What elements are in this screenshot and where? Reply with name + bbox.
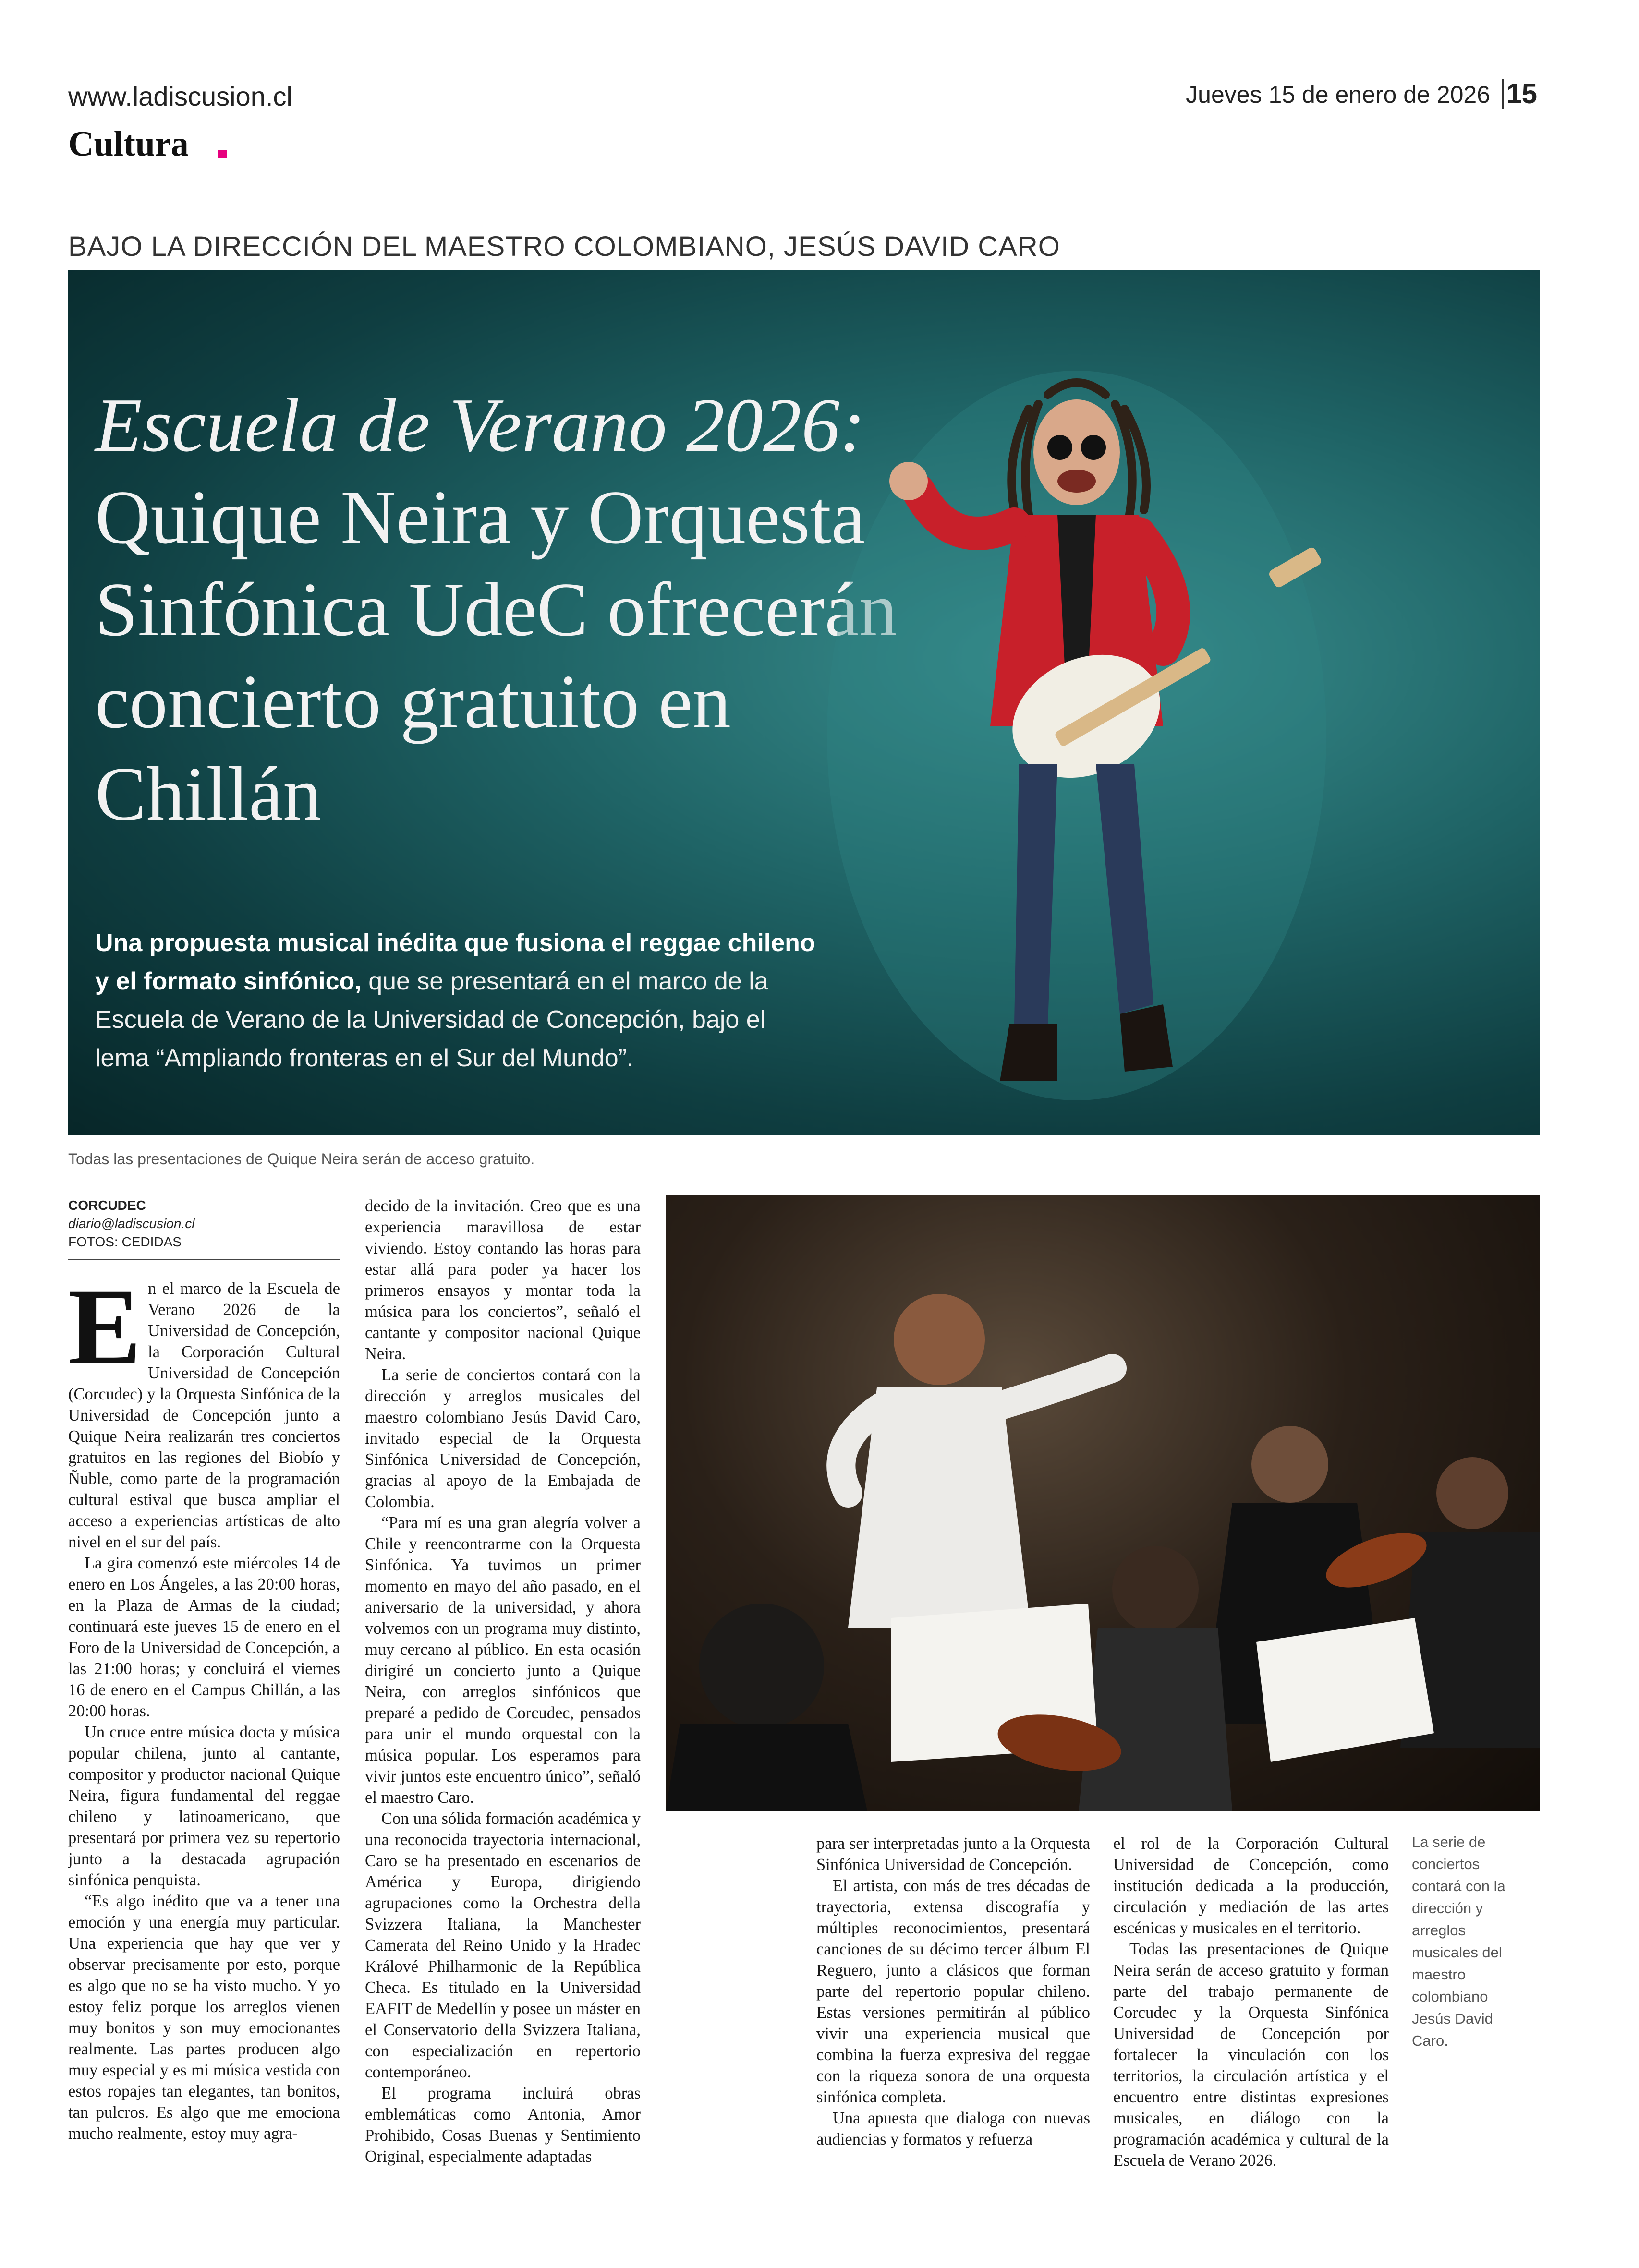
body-paragraph: “Para mí es una gran alegría volver a Chile y reencontrarme con la Orquesta Sinfónica. Ya tuvimos un primer momento en mayo del año pasado, en el aniversario de la universidad, y ahora volvemos con un programa muy distinto, muy cercano al público. En esta ocasión dirigiré un concierto junto a Quique Neira, con arreglos sinfónicos que preparé a pedido de Corcudec, pensados para unir el mundo orquestal con la música popular. Los esperamos para vivir juntos este encuentro único”, señaló el maestro Caro. [365, 1514, 641, 1807]
body-paragraph: para ser interpretadas junto a la Orquesta Sinfónica Universidad de Concepción. [816, 1834, 1090, 1874]
article-kicker: BAJO LA DIRECCIÓN DEL MAESTRO COLOMBIANO, JESÚS DAVID CARO [68, 231, 1060, 262]
body-paragraph: Un cruce entre música docta y música popular chilena, junto al cantante, compositor y productor nacional Quique Neira, figura fundamental del reggae chileno y latinoamericano, que presentará por primera vez su repertorio junto a la destacada agrupación sinfónica penquista. [68, 1723, 340, 1889]
page-number: 15 [1506, 78, 1537, 109]
body-paragraph: El programa incluirá obras emblemáticas como Antonia, Amor Prohibido, Cosas Buenas y Sentimiento Original, especialmente adaptadas [365, 2084, 641, 2166]
site-url[interactable]: www.ladiscusion.cl [68, 81, 292, 111]
byline-divider [68, 1259, 340, 1260]
drop-cap: E [68, 1267, 142, 1387]
body-paragraph: Con una sólida formación académica y una reconocida trayectoria internacional, Caro se ha presentado en escenarios de América y Europa, dirigiendo agrupaciones como la Orchestra della Svizzera Italiana, la Manchester Camerata del Reino Unido y la Hradec Králové Philharmonic de la República Checa. Es titulado en la Universidad EAFIT de Medellín y posee un máster en el Conservatorio della Svizzera Italiana, con especialización en repertorio contemporáneo. [365, 1810, 641, 2081]
body-column-4 [1113, 1833, 1389, 2171]
byline-photos: FOTOS: CEDIDAS [68, 1234, 182, 1249]
guitarist-figure [789, 351, 1365, 1120]
orchestra-illustration [666, 1195, 1540, 1811]
byline-email[interactable]: diario@ladiscusion.cl [68, 1216, 195, 1231]
headline-italic: Escuela de Verano 2026: [95, 382, 866, 468]
section-accent-dot [218, 150, 227, 158]
article-deck [95, 924, 825, 1077]
body-paragraph: El artista, con más de tres décadas de trayectoria, extensa discografía y múltiples reconocimientos, presentará canciones de su décimo tercer álbum El Reguero, junto a clásicos que forman parte del repertorio popular chileno. Estas versiones permitirán al público vivir una experiencia musical que combina la fuerza expresiva del reggae con la riqueza sonora de una orquesta sinfónica completa. [816, 1877, 1090, 2106]
orchestra-photo [666, 1195, 1540, 1811]
deck-bold: Una propuesta musical inédita que fusiona el reggae chileno y el formato sinfónico, [95, 929, 815, 995]
body-column-1 [68, 1267, 340, 2144]
body-paragraph: La gira comenzó este miércoles 14 de enero en Los Ángeles, a las 20:00 horas, en la Plaza de Armas de la ciudad; continuará este jueves 15 de enero en el Foro de la Universidad de Concepción, a las 21:00 horas; y concluirá el viernes 16 de enero en el Campus Chillán, a las 20:00 horas. [68, 1554, 340, 1720]
deck-rest: que se presentará en el marco de la Escuela de Verano de la Universidad de Concepción, bajo el lema “Ampliando fronteras en el Sur del Mundo”. [95, 967, 768, 1072]
orchestra-caption: La serie de conciertos contará con la dirección y arreglos musicales del maestro colombiano Jesús David Caro. [1412, 1834, 1505, 2049]
body-paragraph: “Es algo inédito que va a tener una emoción y una energía muy particular. Una experiencia que hay que ver y observar precisamente por esto, porque es algo que no se ha visto mucho. Y yo estoy feliz porque los arreglos vienen muy bonitos y son muy emocionantes realmente. Las partes producen algo muy especial y es mi música vestida con estos ropajes tan elegantes, tan bonitos, tan pulcros. Es algo que me emociona mucho realmente, estoy muy agra- [68, 1892, 340, 2143]
hero-photo [68, 270, 1540, 1135]
section-title: Cultura [68, 124, 189, 164]
issue-date: Jueves 15 de enero de 2026 [1186, 81, 1490, 108]
date-separator [1502, 79, 1504, 109]
body-paragraph: La serie de conciertos contará con la dirección y arreglos musicales del maestro colombiano Jesús David Caro, invitado especial de la Orquesta Sinfónica Universidad de Concepción, gracias al apoyo de la Embajada de Colombia. [365, 1366, 641, 1511]
body-column-3 [816, 1833, 1090, 2150]
headline-rest: Quique Neira y Orquesta Sinfónica UdeC ofrecerán concierto gratuito en Chillán [95, 474, 898, 837]
body-column-2 [365, 1195, 641, 2167]
body-paragraph: decido de la invitación. Creo que es una experiencia maravillosa de estar viviendo. Estoy contando las horas para estar allá para poder ya hacer los primeros ensayos y montar toda la música para los conciertos”, señaló el cantante y compositor nacional Quique Neira. [365, 1197, 641, 1363]
hero-caption: Todas las presentaciones de Quique Neira serán de acceso gratuito. [68, 1150, 535, 1168]
body-paragraph: el rol de la Corporación Cultural Universidad de Concepción, como institución dedicada a la producción, circulación y mediación de las artes escénicas y musicales en el territorio. [1113, 1834, 1389, 1937]
body-paragraph: Una apuesta que dialoga con nuevas audiencias y formatos y refuerza [816, 2109, 1090, 2148]
byline-author: CORCUDEC [68, 1198, 146, 1213]
body-paragraph: En el marco de la Escuela de Verano 2026 de la Universidad de Concepción, la Corporación Cultural Universidad de Concepción (Corcudec) y la Orquesta Sinfónica de la Universidad de Concepción junto a Quique Neira realizarán tres conciertos gratuitos en las regiones del Biobío y Ñuble, como parte de la programación cultural estival que busca ampliar el acceso a experiencias artísticas de alto nivel en el sur del país. [68, 1267, 340, 1551]
byline [68, 1196, 194, 1251]
body-paragraph: Todas las presentaciones de Quique Neira serán de acceso gratuito y forman parte del trabajo permanente de Corcudec y la Orquesta Sinfónica Universidad de Concepción por fortalecer la vinculación con los territorios, la circulación artística y el encuentro entre distintas expresiones musicales, en diálogo con la programación académica y cultural de la Escuela de Verano 2026. [1113, 1940, 1389, 2170]
